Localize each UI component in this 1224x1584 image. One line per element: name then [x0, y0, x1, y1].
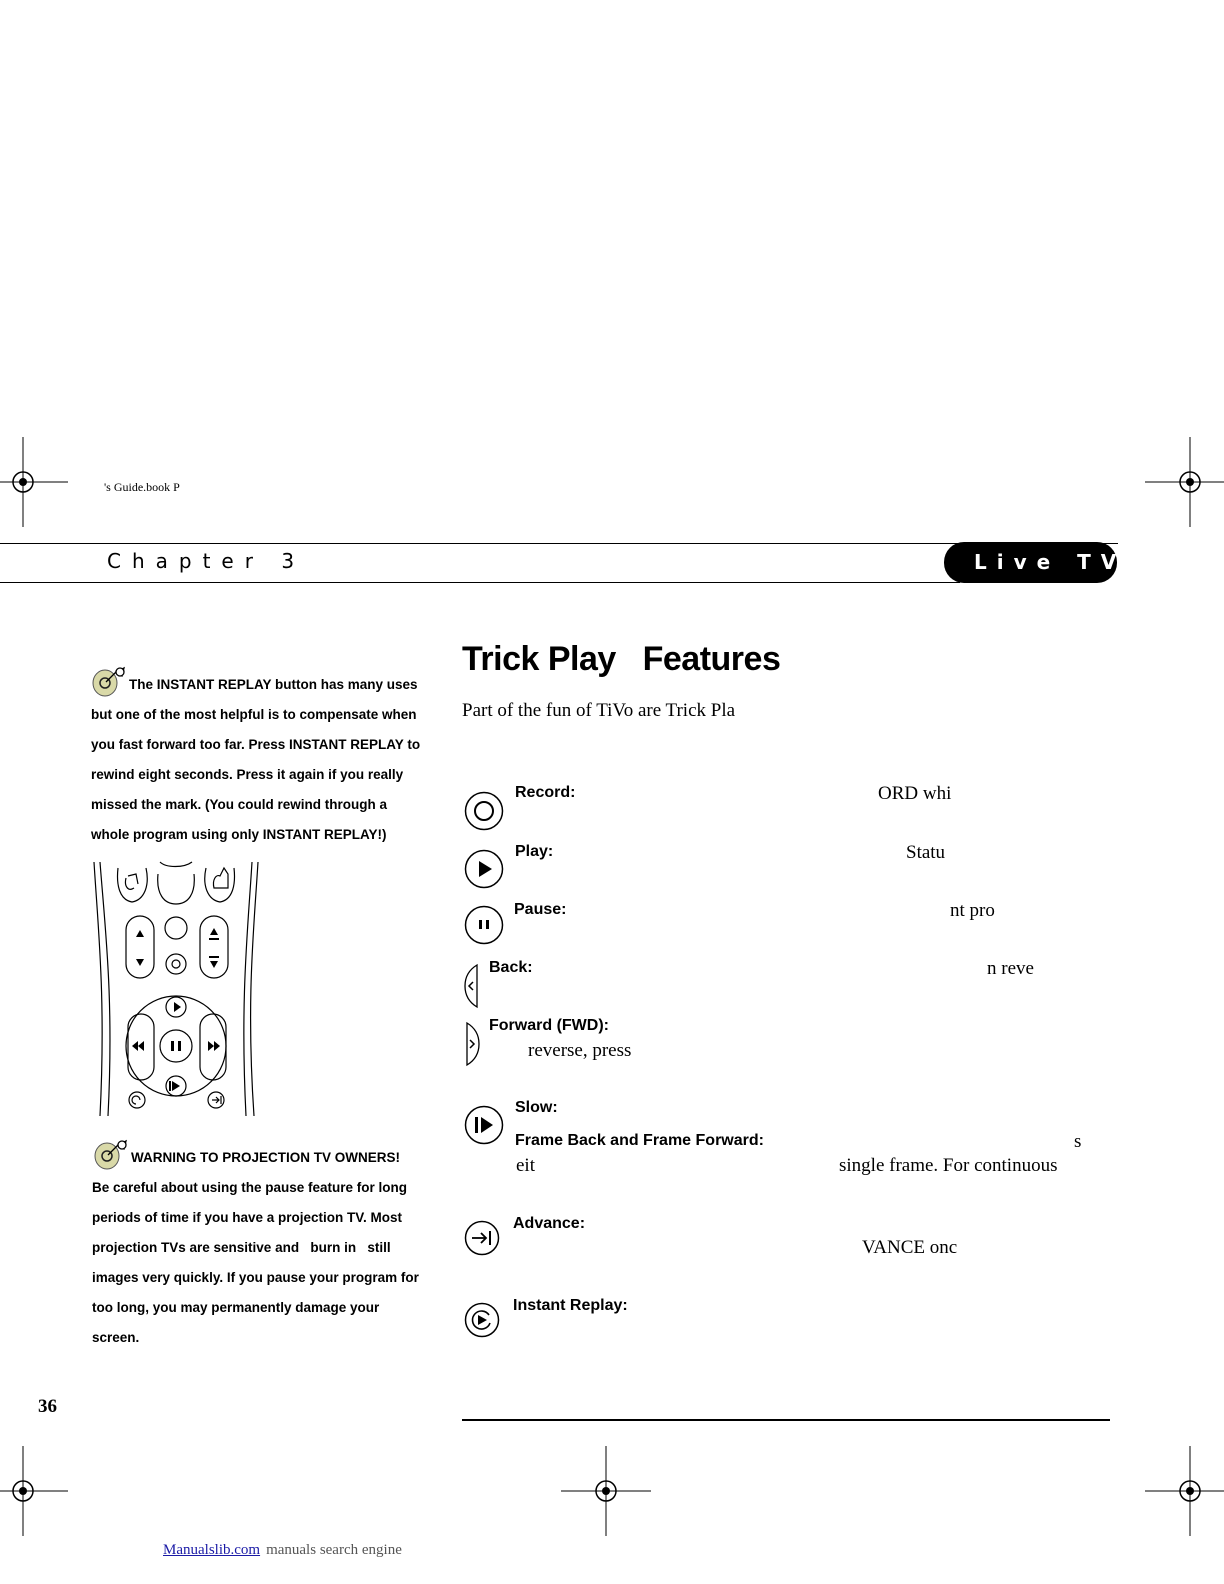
- feature-advance-text: VANCE onc: [862, 1237, 958, 1258]
- feature-frame-text-2: eit: [516, 1155, 535, 1176]
- tip-note: [91, 670, 421, 850]
- page-number: 36: [38, 1396, 57, 1417]
- warning-note: [92, 1143, 422, 1353]
- record-icon: [463, 790, 505, 832]
- title-part-2: Features: [642, 640, 781, 678]
- feature-pause-text: nt pro: [950, 900, 995, 921]
- footer-rule: [462, 1419, 1110, 1421]
- warning-line: Be careful about using the pause feature for long: [92, 1180, 408, 1195]
- header-rule-bottom: [0, 582, 960, 583]
- chapter-label: Chapter 3: [107, 549, 306, 573]
- feature-slow-label: Slow:: [515, 1099, 558, 1116]
- feature-frame-label: Frame Back and Frame Forward:: [515, 1132, 764, 1149]
- intro-text: Part of the fun of TiVo are Trick Pla: [462, 700, 736, 721]
- title-part-1: Trick Play: [462, 640, 616, 678]
- remote-control-illustration: [88, 858, 268, 1120]
- feature-play-text: Statu: [906, 842, 946, 863]
- footer-tagline: manuals search engine: [266, 1542, 402, 1558]
- manualslib-link[interactable]: Manualslib.com: [163, 1542, 261, 1558]
- warning-line: images very quickly. If you pause your program for: [92, 1270, 419, 1285]
- tip-line: The INSTANT REPLAY button has many uses: [129, 677, 418, 692]
- warning-heading: WARNING TO PROJECTION TV OWNERS!: [131, 1150, 401, 1165]
- section-pill: [944, 542, 1127, 583]
- instant-replay-icon: [463, 1301, 501, 1339]
- header-rule-top: [0, 543, 1118, 544]
- tip-line: missed the mark. (You could rewind through a: [91, 797, 388, 812]
- tip-line: whole program using only INSTANT REPLAY!): [91, 827, 387, 842]
- feature-forward-label: Forward (FWD):: [489, 1017, 609, 1034]
- crop-mark-bottom-left: [0, 1446, 68, 1536]
- pause-icon: [463, 904, 505, 946]
- crop-mark-bottom-center: [561, 1446, 651, 1536]
- back-icon: [463, 963, 481, 1009]
- crop-mark-top-right: [1145, 437, 1224, 527]
- slow-icon: [463, 1104, 505, 1146]
- feature-back-label: Back:: [489, 959, 533, 976]
- page-title: [462, 640, 780, 679]
- warning-line: screen.: [92, 1330, 140, 1345]
- feature-play-label: Play:: [515, 843, 554, 860]
- book-file-line: 's Guide.book P: [104, 480, 180, 494]
- play-icon: [463, 848, 505, 890]
- feature-frame-text-3: single frame. For continuous: [839, 1155, 1058, 1176]
- tip-line: but one of the most helpful is to compensate when: [91, 707, 417, 722]
- tip-line: you fast forward too far. Press INSTANT REPLAY to: [91, 737, 421, 752]
- warning-line: projection TVs are sensitive and burn in still: [92, 1240, 391, 1255]
- feature-forward-text: reverse, press: [528, 1040, 632, 1061]
- feature-record-label: Record:: [515, 784, 576, 801]
- section-label: Live TV: [974, 550, 1127, 574]
- crop-mark-top-left: [0, 437, 68, 527]
- footer-attribution: [125, 1542, 402, 1559]
- feature-pause-label: Pause:: [514, 901, 567, 918]
- feature-frame-text-1: s: [1074, 1131, 1082, 1152]
- forward-icon: [463, 1021, 481, 1067]
- warning-line: too long, you may permanently damage your: [92, 1300, 380, 1315]
- crop-mark-bottom-right: [1145, 1446, 1224, 1536]
- feature-record-text: ORD whi: [878, 783, 952, 804]
- warning-line: periods of time if you have a projection TV. Most: [92, 1210, 403, 1225]
- feature-instant-replay-label: Instant Replay:: [513, 1297, 628, 1314]
- feature-advance-label: Advance:: [513, 1215, 586, 1232]
- tip-line: rewind eight seconds. Press it again if you really: [91, 767, 404, 782]
- advance-icon: [463, 1219, 501, 1257]
- feature-back-text: n reve: [987, 958, 1034, 979]
